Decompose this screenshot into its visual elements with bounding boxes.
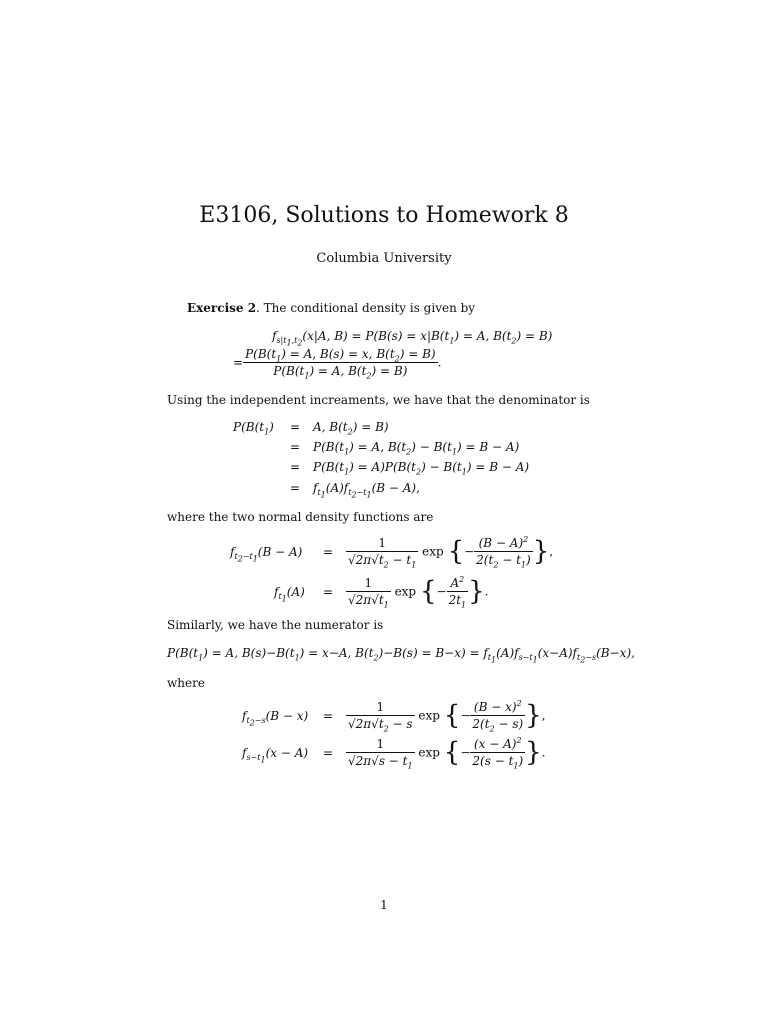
equation-numerator: $P(B(t_1) = A$, $B(s)-B(t_1) = x-A$, $B(t_2)-B(s) = B-x) = f_{t_1}(A)f_{s-t_1}(x-A)f_{t_2-s}(B-x)$, (167, 646, 635, 665)
paragraph-denominator: Using the independent increaments, we have that the denominator is (167, 393, 590, 407)
paragraph-where: where (167, 676, 205, 690)
page-subtitle: Columbia University (316, 251, 452, 266)
equation-conditional-fraction: = $\frac{P(B(t_1) = A, B(s) = x, B(t_2) = B)}{P(B(t_1) = A, B(t_2) = B)}$ . (233, 347, 442, 381)
exercise-label: Exercise 2 (187, 301, 257, 315)
paragraph-numerator: Similarly, we have the numerator is (167, 618, 384, 632)
paragraph-normal-densities: where the two normal density functions are (167, 510, 434, 524)
exercise-intro: . The conditional density is given by (256, 301, 476, 315)
page-number: 1 (380, 898, 388, 912)
page-title: E3106, Solutions to Homework 8 (199, 203, 569, 228)
exercise-heading (187, 301, 475, 315)
equation-conditional-density: $f_{s|t_1,t_2}(x|A$, $B) = P(B(s) = x|B(t_1) = A$, $B(t_2) = B$) (272, 329, 553, 348)
